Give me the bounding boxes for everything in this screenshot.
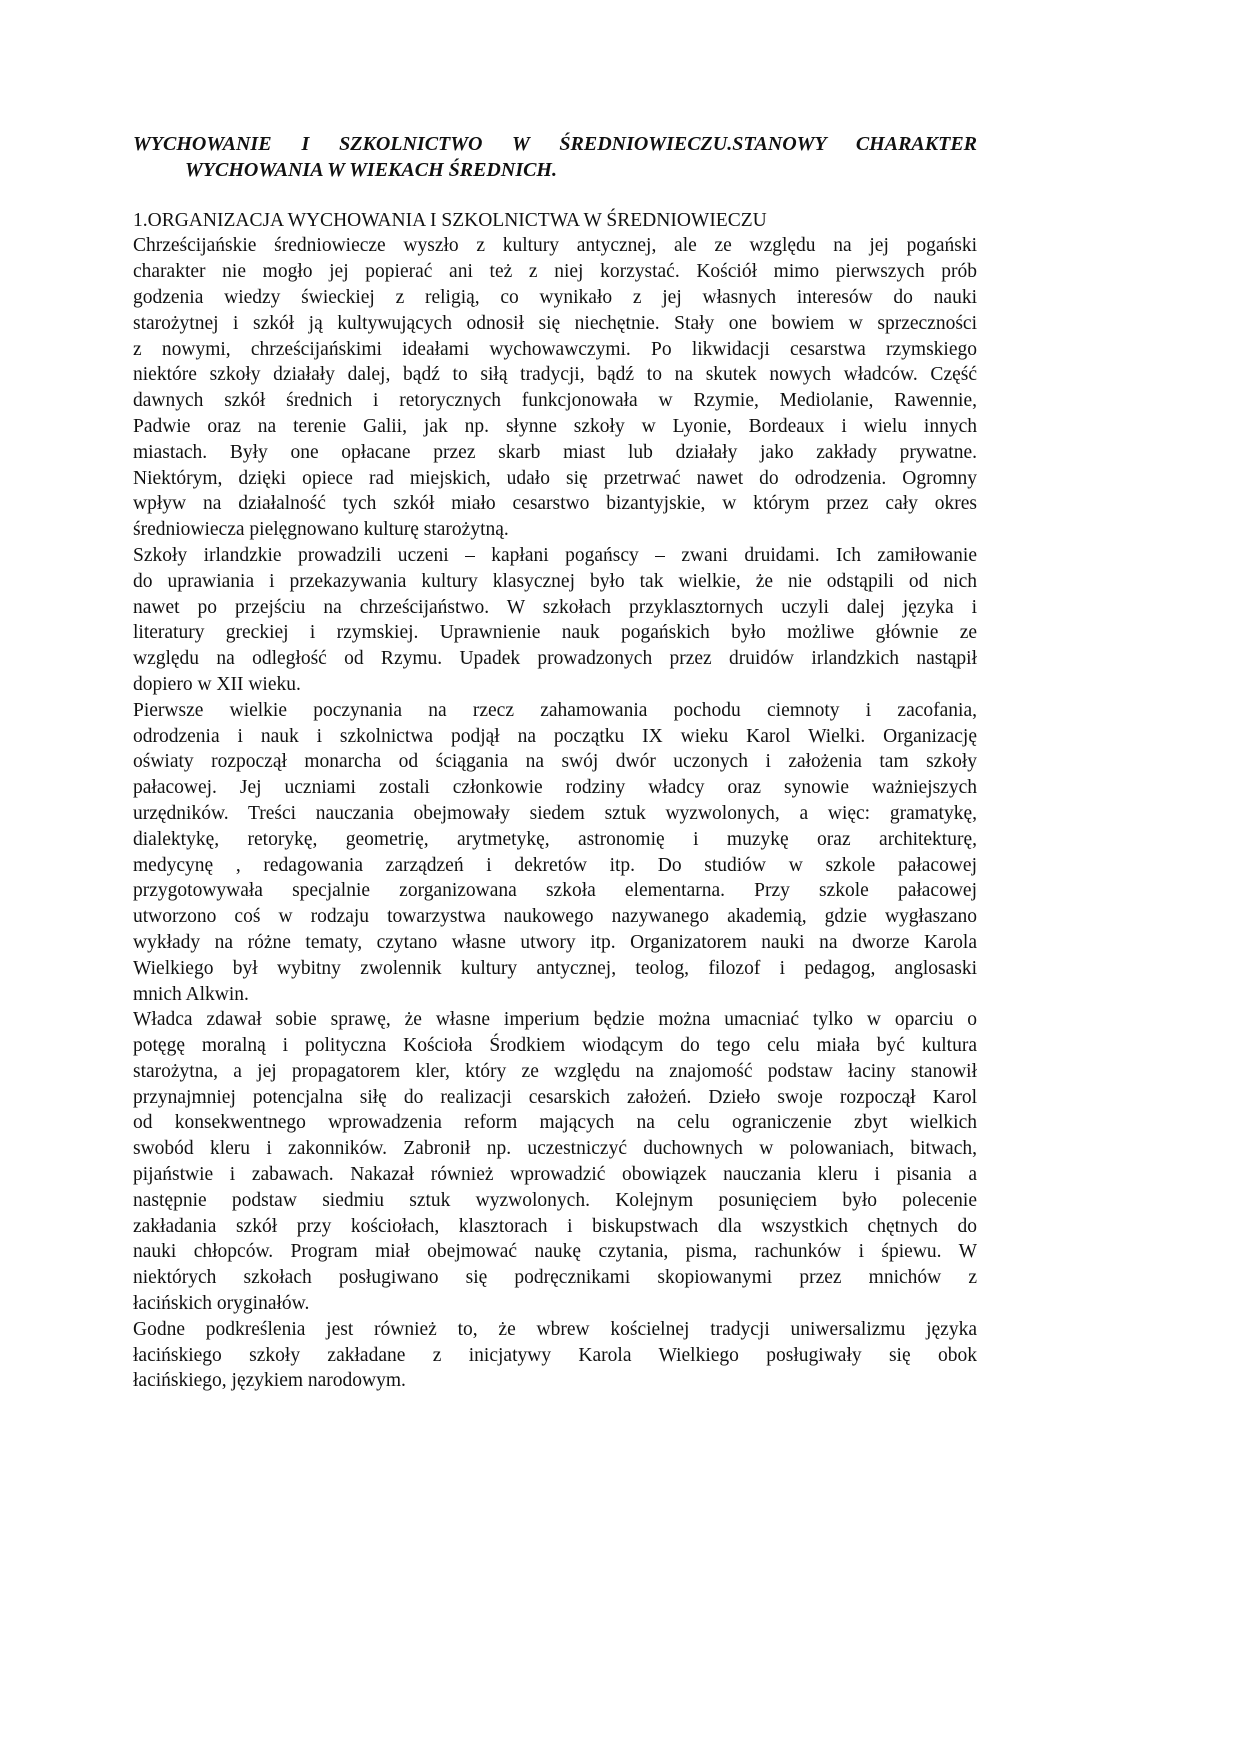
paragraph [133, 543, 977, 698]
paragraph-line: Pierwsze wielkie poczynania na rzecz zahamowania pochodu ciemnoty i zacofania, [133, 699, 977, 721]
paragraph-line: odrodzenia i nauk i szkolnictwa podjął na początku IX wieku Karol Wielki. Organizację [133, 725, 977, 747]
paragraph-line: godzenia wiedzy świeckiej z religią, co wynikało z jej własnych interesów do nauki [133, 286, 977, 308]
paragraph-line: dawnych szkół średnich i retorycznych funkcjonowała w Rzymie, Mediolanie, Rawennie, [133, 390, 977, 412]
paragraph-line: od konsekwentnego wprowadzenia reform mających na celu ograniczenie zbyt wielkich [133, 1112, 977, 1134]
paragraph-line: dialektykę, retorykę, geometrię, arytmetykę, astronomię i muzykę oraz architekturę, [133, 828, 977, 850]
paragraph [133, 1317, 977, 1394]
paragraph-line: następnie podstaw siedmiu sztuk wyzwolonych. Kolejnym posunięciem było polecenie [133, 1189, 977, 1211]
paragraph [133, 1007, 977, 1317]
title-line: WYCHOWANIA W WIEKACH ŚREDNICH. [185, 158, 557, 181]
paragraph-line: Godne podkreślenia jest również to, że wbrew kościelnej tradycji uniwersalizmu języka [133, 1318, 977, 1340]
paragraph-line: starożytnej i szkół ją kultywujących odnosił się niechętnie. Stały one bowiem w sprzeczności [133, 312, 977, 334]
paragraph-line: pijaństwie i zabawach. Nakazał również wprowadzić obowiązek nauczania kleru i pisania a [133, 1164, 977, 1186]
paragraph-line: względu na odległość od Rzymu. Upadek prowadzonych przez druidów irlandzkich nastąpił [133, 648, 977, 670]
paragraph-line: miastach. Były one opłacane przez skarb miast lub działały jako zakłady prywatne. [133, 441, 977, 463]
paragraph-line: oświaty rozpoczął monarcha od ściągania na swój dwór uczonych i założenia tam szkoły [133, 751, 977, 773]
paragraph-line: z nowymi, chrześcijańskimi ideałami wychowawczymi. Po likwidacji cesarstwa rzymskiego [133, 338, 977, 360]
paragraph-line: łacińskich oryginałów. [133, 1293, 310, 1315]
paragraph-line: łacińskiego, językiem narodowym. [133, 1370, 406, 1392]
section-heading: 1.ORGANIZACJA WYCHOWANIA I SZKOLNICTWA W ŚREDNIOWIECZU [133, 209, 767, 231]
paragraph-line: średniowiecza pielęgnowano kulturę starożytną. [133, 519, 509, 541]
paragraph-line: przygotowywała specjalnie zorganizowana szkoła elementarna. Przy szkole pałacowej [133, 880, 977, 902]
paragraph-line: łacińskiego szkoły zakładane z inicjatywy Karola Wielkiego posługiwały się obok [133, 1344, 977, 1366]
paragraph-line: dopiero w XII wieku. [133, 673, 301, 695]
paragraph [133, 233, 977, 543]
paragraph-line: mnich Alkwin. [133, 983, 249, 1005]
paragraph-line: Niektórym, dzięki opiece rad miejskich, udało się przetrwać nawet do odrodzenia. Ogromny [133, 467, 977, 489]
document-title [133, 132, 977, 184]
paragraph-line: utworzono coś w rodzaju towarzystwa naukowego nazywanego akademią, gdzie wygłaszano [133, 906, 977, 928]
paragraph-line: wpływ na działalność tych szkół miało cesarstwo bizantyjskie, w którym przez cały okres [133, 493, 977, 515]
paragraph-line: wykłady na różne tematy, czytano własne utwory itp. Organizatorem nauki na dworze Karola [133, 931, 977, 953]
paragraph-line: starożytna, a jej propagatorem kler, który ze względu na znajomość podstaw łaciny stanowił [133, 1060, 977, 1082]
paragraph [133, 698, 977, 1008]
paragraph-line: Chrześcijańskie średniowiecze wyszło z kultury antycznej, ale ze względu na jej pogański [133, 235, 977, 257]
paragraph-line: medycynę , redagowania zarządzeń i dekretów itp. Do studiów w szkole pałacowej [133, 854, 977, 876]
paragraph-line: swobód kleru i zakonników. Zabronił np. uczestniczyć duchownych w polowaniach, bitwach, [133, 1138, 977, 1160]
title-line: WYCHOWANIE I SZKOLNICTWO W ŚREDNIOWIECZU.STANOWY CHARAKTER [133, 133, 977, 155]
document-page [133, 132, 977, 1394]
body-text [133, 233, 977, 1394]
paragraph-line: nawet po przejściu na chrześcijaństwo. W szkołach przyklasztornych uczyli dalej języka i [133, 596, 977, 618]
paragraph-line: pałacowej. Jej uczniami zostali członkowie rodziny władcy oraz synowie ważniejszych [133, 777, 977, 799]
paragraph-line: niektórych szkołach posługiwano się podręcznikami skopiowanymi przez mnichów z [133, 1267, 977, 1289]
paragraph-line: potęgę moralną i polityczna Kościoła Środkiem wiodącym do tego celu miała być kultura [133, 1035, 977, 1057]
paragraph-line: nauki chłopców. Program miał obejmować naukę czytania, pisma, rachunków i śpiewu. W [133, 1241, 977, 1263]
paragraph-line: Władca zdawał sobie sprawę, że własne imperium będzie można umacniać tylko w oparciu o [133, 1009, 977, 1031]
paragraph-line: Szkoły irlandzkie prowadzili uczeni – kapłani pogańscy – zwani druidami. Ich zamiłowanie [133, 544, 977, 566]
paragraph-line: literatury greckiej i rzymskiej. Uprawnienie nauk pogańskich było możliwe głównie ze [133, 622, 977, 644]
paragraph-line: Padwie oraz na terenie Galii, jak np. słynne szkoły w Lyonie, Bordeaux i wielu innych [133, 415, 977, 437]
paragraph-line: niektóre szkoły działały dalej, bądź to siłą tradycji, bądź to na skutek nowych władców. Część [133, 364, 977, 386]
paragraph-line: charakter nie mogło jej popierać ani też z niej korzystać. Kościół mimo pierwszych prób [133, 261, 977, 283]
paragraph-line: Wielkiego był wybitny zwolennik kultury antycznej, teolog, filozof i pedagog, anglosaski [133, 957, 977, 979]
paragraph-line: do uprawiania i przekazywania kultury klasycznej było tak wielkie, że nie odstąpili od nich [133, 570, 977, 592]
paragraph-line: zakładania szkół przy kościołach, klasztorach i biskupstwach dla wszystkich chętnych do [133, 1215, 977, 1237]
paragraph-line: przynajmniej potencjalna siłę do realizacji cesarskich założeń. Dzieło swoje rozpoczął Karol [133, 1086, 977, 1108]
paragraph-line: urzędników. Treści nauczania obejmowały siedem sztuk wyzwolonych, a więc: gramatykę, [133, 802, 977, 824]
